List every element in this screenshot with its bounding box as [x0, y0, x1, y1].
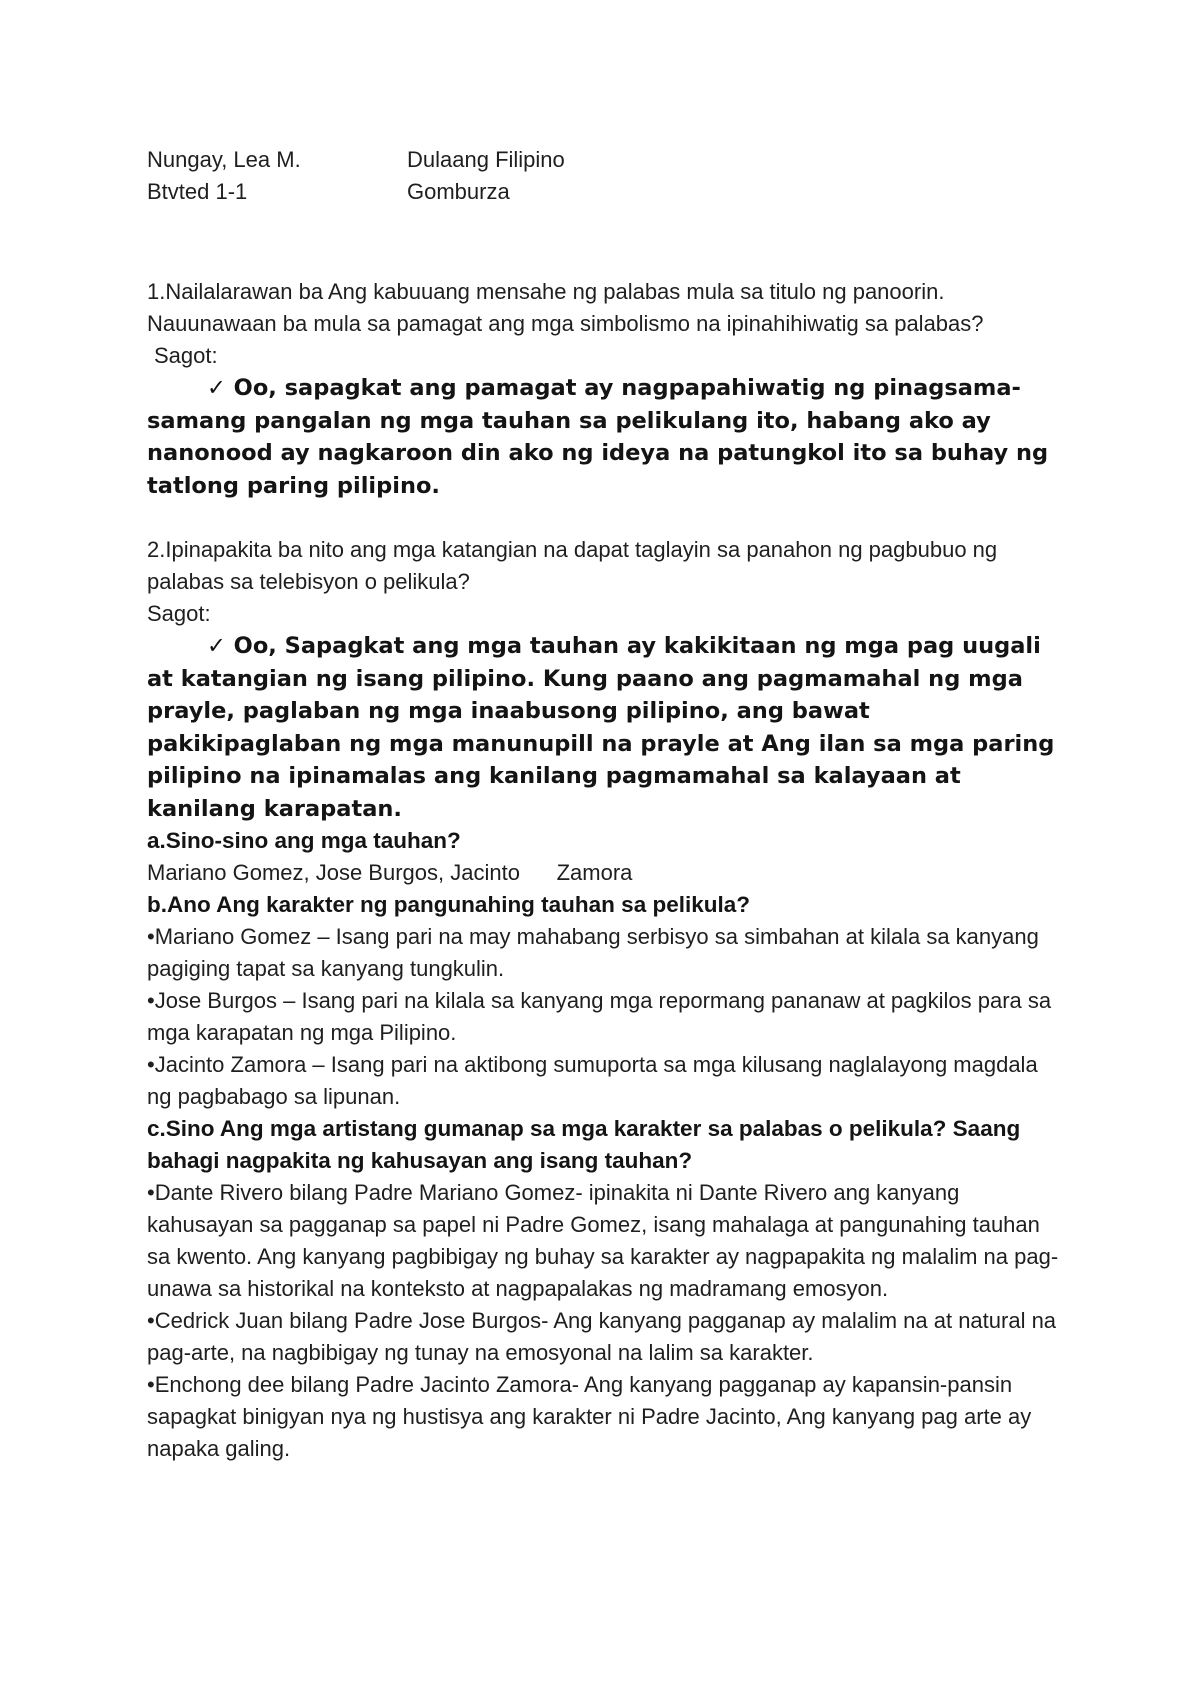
question-1: 1.Nailalarawan ba Ang kabuuang mensahe ng palabas mula sa titulo ng panoorin. Nauunawaan ba mula sa pamagat ang mga simbolismo na ipinahihiwatig sa palabas? — [147, 279, 984, 336]
student-section: Btvted 1-1 — [147, 179, 248, 204]
question-2: 2.Ipinapakita ba nito ang mga katangian na dapat taglayin sa panahon ng pagbubuo ng palabas sa telebisyon o pelikula? — [147, 537, 998, 594]
answer-2: ✓ Oo, Sapagkat ang mga tauhan ay kakikitaan ng mga pag uugali at katangian ng isang pilipino. Kung paano ang pagmamahal ng mga prayle, paglaban ng mga inaabusong pilipino, ang bawat pakikipaglaban ng mga manunupill na prayle at Ang ilan sa mga paring pilipino na ipinamalas ang kanilang pagmamahal sa kalayaan at kanilang karapatan. — [147, 633, 1055, 822]
character-item-burgos: •Jose Burgos – Isang pari na kilala sa kanyang mga repormang pananaw at pagkilos para sa mga karapatan ng mga Pilipino. — [147, 988, 1052, 1045]
part-b-heading: b.Ano Ang karakter ng pangunahing tauhan sa pelikula? — [147, 892, 750, 917]
character-item-gomez: •Mariano Gomez – Isang pari na may mahabang serbisyo sa simbahan at kilala sa kanyang pagiging tapat sa kanyang tungkulin. — [147, 924, 1039, 981]
student-name: Nungay, Lea M. — [147, 147, 301, 172]
part-a-answer: Mariano Gomez, Jose Burgos, Jacinto Zamora — [147, 860, 633, 885]
actor-item-dante-rivero: •Dante Rivero bilang Padre Mariano Gomez- ipinakita ni Dante Rivero ang kanyang kahusayan sa pagganap sa papel ni Padre Gomez, isang mahalaga at pangunahing tauhan sa kwento. Ang kanyang pagbibigay ng buhay sa karakter ay nagpapakita ng malalim na pag-unawa sa historikal na konteksto at nagpapalakas ng madramang emosyon. — [147, 1180, 1059, 1301]
answer-label-2: Sagot: — [147, 601, 211, 626]
actor-item-enchong-dee: •Enchong dee bilang Padre Jacinto Zamora- Ang kanyang pagganap ay kapansin-pansin sapagkat binigyan nya ng hustisya ang karakter ni Padre Jacinto, Ang kanyang pag arte ay napaka galing. — [147, 1372, 1032, 1461]
answer-1: ✓ Oo, sapagkat ang pamagat ay nagpapahiwatig ng pinagsama-samang pangalan ng mga tauhan sa pelikulang ito, habang ako ay nanonood ay nagkaroon din ako ng ideya na patungkol ito sa buhay ng tatlong paring pilipino. — [147, 375, 1049, 499]
spacer — [147, 502, 1067, 534]
subject-title: Dulaang Filipino — [407, 147, 565, 172]
part-a-heading: a.Sino-sino ang mga tauhan? — [147, 828, 461, 853]
document-body — [147, 276, 1067, 1465]
actor-item-cedrick-juan: •Cedrick Juan bilang Padre Jose Burgos- Ang kanyang pagganap ay malalim na at natural na pag-arte, na nagbibigay ng tunay na emosyonal na lalim sa karakter. — [147, 1308, 1057, 1365]
character-item-zamora: •Jacinto Zamora – Isang pari na aktibong sumuporta sa mga kilusang naglalayong magdala ng pagbabago sa lipunan. — [147, 1052, 1038, 1109]
topic-title: Gomburza — [407, 179, 510, 204]
answer-label-1: Sagot: — [154, 343, 218, 368]
part-c-heading: c.Sino Ang mga artistang gumanap sa mga karakter sa palabas o pelikula? Saang bahagi nagpakita ng kahusayan ang isang tauhan? — [147, 1116, 1021, 1173]
